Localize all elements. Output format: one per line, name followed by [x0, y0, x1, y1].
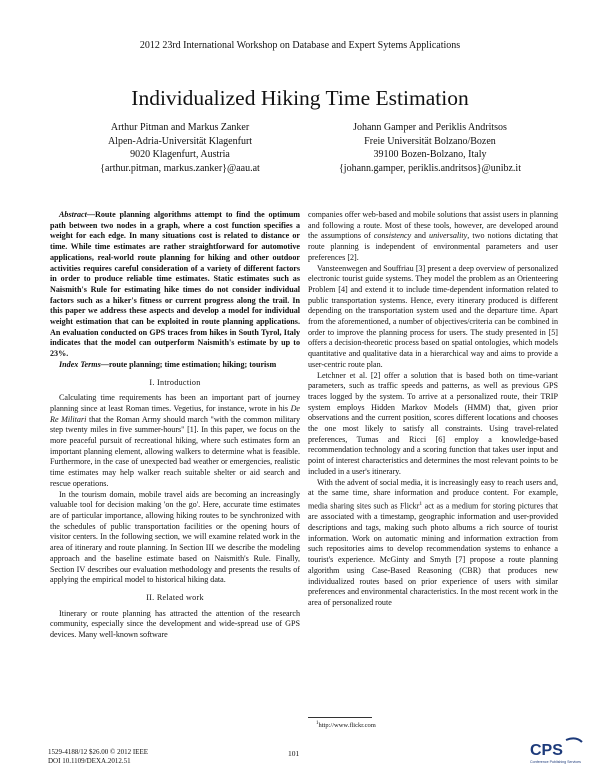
index-terms-label: Index Terms — [59, 359, 101, 369]
footnote: $^1$http://www.flickr.com — [316, 721, 376, 730]
author-email: {johann.gamper, periklis.andritsos}@unibz.it — [339, 162, 521, 174]
author-email: {arthur.pitman, markus.zanker}@aau.at — [100, 162, 260, 174]
abstract — [50, 210, 300, 360]
paper-title: Individualized Hiking Time Estimation — [131, 86, 469, 110]
intro-paragraph-2: In the tourism domain, mobile travel aids are becoming an increasingly valuable tool for decision making 'on the go'. Here, accurate time estimates are of particular importance, allowing hiking routes to be synchronized with the schedules of public transportation facilities or the opening hours of visitor centers. In the following section, we will examine related work in the area of itinerary and route planning. In Section III we describe the modeling approach and the baseline estimate based on Naismith's Rule. Finally, Section IV describes our evaluation methodology and presents the results of applying the empirical model to historical hiking data. — [50, 489, 300, 585]
footnote-marker: 1 — [419, 500, 423, 507]
page-number: 101 — [288, 749, 300, 758]
author-affiliation: Alpen-Adria-Universität Klagenfurt — [107, 135, 253, 147]
index-terms — [50, 360, 300, 371]
logo-subtext: Conference Publishing Services — [530, 760, 581, 764]
abstract-label: Abstract — [59, 210, 87, 219]
footnote-link-text: http://www.flickr.com — [318, 722, 376, 730]
issn-line: 1529-4188/12 $26.00 © 2012 IEEE — [48, 748, 149, 756]
author-affiliation: Freie Universität Bolzano/Bozen — [364, 135, 496, 147]
related-paragraph-2: companies offer web-based and mobile solutions that assist users in planning and following a route. Most of these tools, however, are developed around the assumptions of consistency and universality, two notions dictating that route planning is independent of environmental parameters and user preferences [2]. — [308, 210, 558, 262]
related-paragraph-5: With the advent of social media, it is increasingly easy to reach users and, at the same time, share information and produce content. For example, media sharing sites such as Flickr$^1$ act as a medium for storing pictures that are associated with a timestamp, geographic information and user-provided descriptions and tags, making such photo albums a rich source of tourist information. Work on automatic mining and information extraction from such repositories aims to develop recommendation systems to enhance a tourist's experience. McGinty and Smyth [7] propose a route planning algorithm using Case-Based Reasoning (CBR) that produces new individualized routes based on prior experience of users with similar preferences and environmental characteristics. In the most recent work in the area of personalized route — [308, 477, 558, 607]
section-heading: I. Introduction — [149, 377, 201, 387]
abstract-text: —Route planning algorithms attempt to find the optimum path between two nodes in a graph, where a cost function specifies a weight for each edge. In many situations cost is related to distance or time. While time estimates are rather straightforward for automotive applications, real-world route planning for hiking and other outdoor activities requires careful consideration of a variety of different factors in order to produce reliable time estimates. Static estimates such as Naismith's Rule for estimating hike times do not consider individual factors such as a hiker's fitness or current progress along the trail. In this paper we address these aspects and develop a model for individual weight estimation that can be exploited in route planning applications. An evaluation conducted on GPS traces from hikes in South Tyrol, Italy indicates that the model can outperform Naismith's estimate by up to 23%. — [50, 210, 300, 359]
author-block-right — [300, 121, 560, 175]
cps-logo — [528, 736, 584, 766]
author-names: Johann Gamper and Periklis Andritsos — [353, 122, 507, 133]
related-paragraph-3: Vansteenwegen and Souffriau [3] present a deep overview of personalized electronic tourist guide systems. They model the problem as an Orienteering Problem [4] and extend it to include time-dependent information related to public transportation systems. Hence, every itinerary produced is different depending on the transportation system used and the departure time. Apart from the aforementioned, a number of objectives/criteria can be combined in order to improve the planning process for users. The study presented in [5] offers a decision-theoretic process based on spatial ontologies, which models quantitative and qualitative data in a hierarchical way and aims to provide a user-centric route plan. — [308, 263, 558, 369]
author-city: 9020 Klagenfurt, Austria — [130, 149, 230, 161]
section-heading: II. Related work — [146, 592, 204, 602]
intro-paragraph-1: Calculating time requirements has been an important part of journey planning since at least Roman times. Vegetius, for instance, wrote in his De Re Militari that the Roman Army should march "with the common military step twenty miles in five summer-hours" [1]. In this paper, we focus on the more peaceful pursuit of recreational hiking, where such estimates form an important planning element, allowing walkers to determine what is feasible. Furthermore, in the case of unexpected bad weather or emergencies, realistic time estimates may help walker reach suitable shelter or aid search and rescue operations. — [50, 393, 300, 488]
author-block-left — [50, 121, 310, 175]
index-terms-text: —route planning; time estimation; hiking; tourism — [100, 359, 277, 369]
left-column — [50, 210, 300, 641]
author-city: 39100 Bozen-Bolzano, Italy — [373, 149, 487, 161]
author-names: Arthur Pitman and Markus Zanker — [110, 122, 250, 133]
related-paragraph-4: Letchner et al. [2] offer a solution that is based both on time-variant parameters, such as traffic speeds and patterns, as well as previous GPS traces logged by the system. To arrive at a personalized route, their TRIP system employs Hidden Markov Models (HMM) that, given prior observations and the current position, scores different locations and chooses the one most likely to satisfy all constraints. Using travel-related preferences, Tumas and Ricci [6] employ a knowledge-based recommendation technology and a scoring function that takes user input and point of interest characteristics and determines the most relevant points to be included in a user's itinerary. — [308, 370, 558, 476]
copyright-footer — [48, 748, 148, 766]
logo-text: CPS — [530, 742, 563, 759]
right-column — [308, 210, 558, 609]
footnote-rule — [308, 717, 372, 718]
doi-line: DOI 10.1109/DEXA.2012.51 — [48, 757, 131, 765]
related-paragraph-1: Itinerary or route planning has attracted the attention of the research community, especially since the development and wide-spread use of GPS devices. Many well-known software — [50, 608, 300, 640]
conference-header: 2012 23rd International Workshop on Database and Expert Sytems Applications — [139, 40, 461, 51]
